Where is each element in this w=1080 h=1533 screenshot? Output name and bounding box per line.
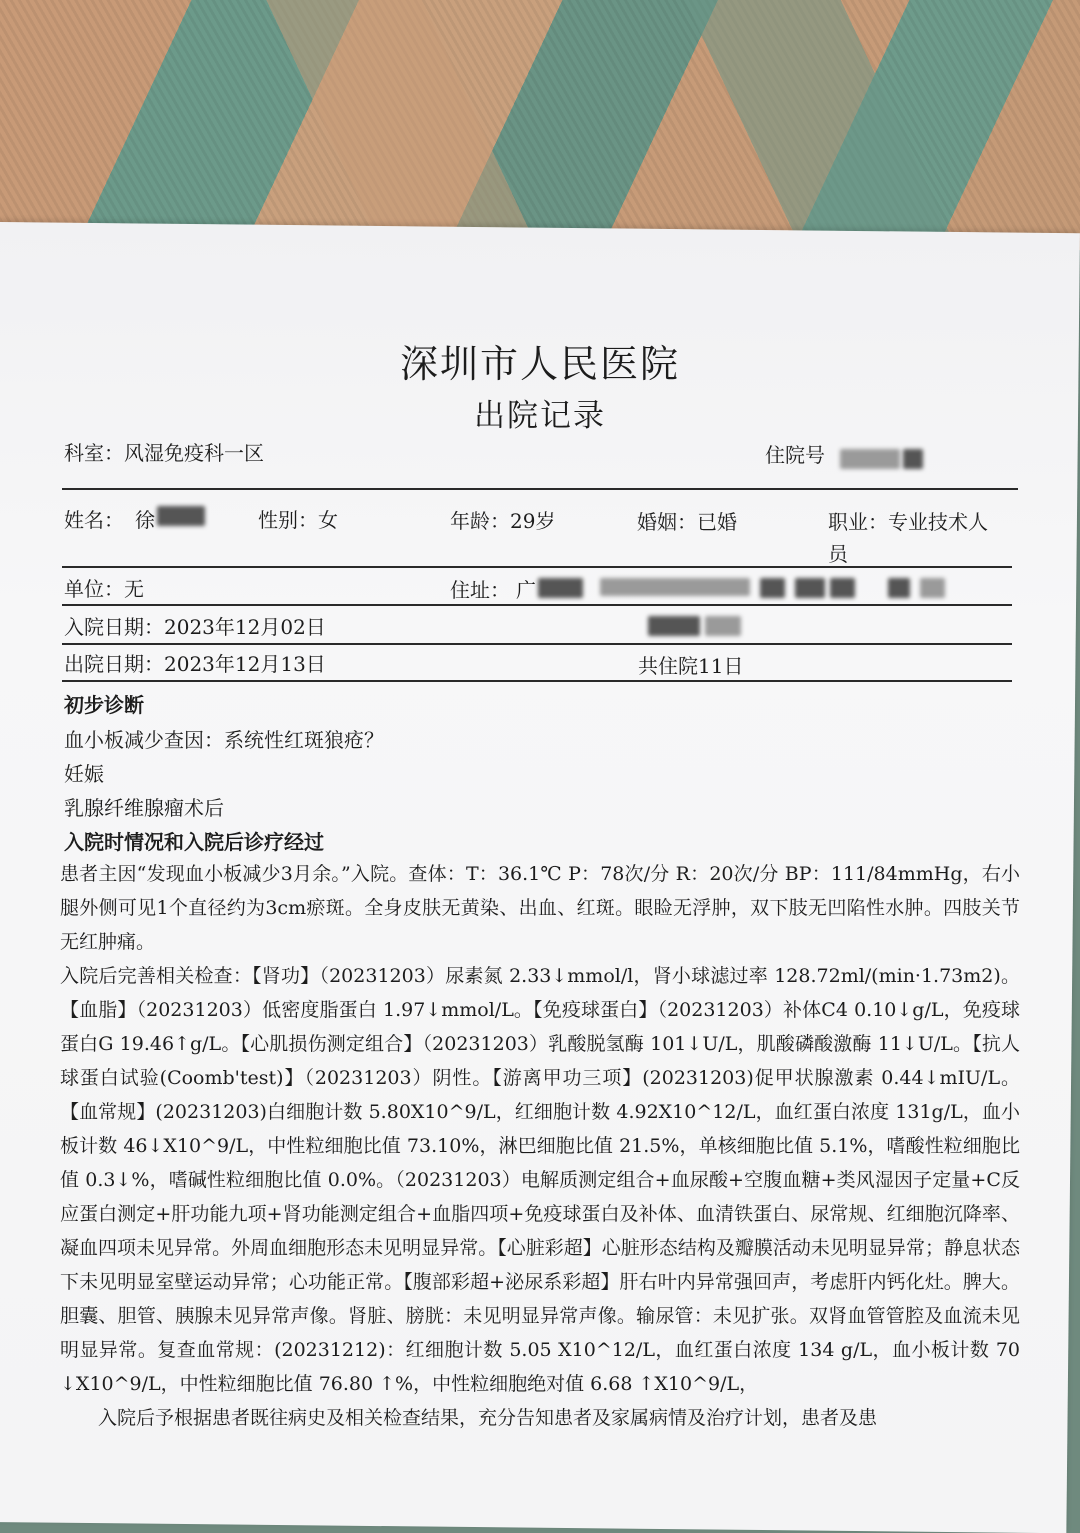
course-body bbox=[60, 857, 1020, 1435]
redacted-admission-no bbox=[840, 449, 900, 469]
redacted-address-1 bbox=[538, 578, 583, 598]
divider-line bbox=[62, 680, 1012, 682]
redacted-name bbox=[157, 506, 205, 526]
divider-line bbox=[62, 604, 1012, 606]
divider-line bbox=[62, 566, 1012, 568]
gender: 性别：女 bbox=[258, 508, 338, 532]
lab-results-paragraph: 入院后完善相关检查：【肾功】（20231203）尿素氮 2.33↓mmol/l，肾小球滤过率 128.72ml/(min·1.73m2)。【血脂】（20231203）低密度脂蛋白 1.97↓mmol/L。【免疫球蛋白】（20231203）补体C4 0.10↓g/L，免疫球蛋白G 19.46↑g/L。【心肌损伤测定组合】（20231203）乳酸脱氢酶 101↓U/L，肌酸磷酸激酶 11↓U/L。【抗人球蛋白试验(Coomb'test)】（20231203）阴性。【游离甲功三项】(20231203)促甲状腺激素 0.44↓mIU/L。【血常规】(20231203)白细胞计数 5.80X10^9/L，红细胞计数 4.92X10^12/L，血红蛋白浓度 131g/L，血小板计数 46↓X10^9/L，中性粒细胞比值 73.10%，淋巴细胞比值 21.5%，单核细胞比值 5.1%，嗜酸性粒细胞比值 0.3↓%，嗜碱性粒细胞比值 0.0%。（20231203）电解质测定组合+血尿酸+空腹血糖+类风湿因子定量+C反应蛋白测定+肝功能九项+肾功能测定组合+血脂四项+免疫球蛋白及补体、血清铁蛋白、尿常规、红细胞沉降率、凝血四项未见异常。外周血细胞形态未见明显异常。【心脏彩超】心脏形态结构及瓣膜活动未见明显异常；静息状态下未见明显室壁运动异常；心功能正常。【腹部彩超+泌尿系彩超】肝右叶内异常强回声，考虑肝内钙化灶。脾大。胆囊、胆管、胰腺未见异常声像。肾脏、膀胱：未见明显异常声像。输尿管：未见扩张。双肾血管管腔及血流未见明显异常。复查血常规：(20231212)：红细胞计数 5.05 X10^12/L，血红蛋白浓度 134 g/L，血小板计数 70 ↓X10^9/L，中性粒细胞比值 76.80 ↑%，中性粒细胞绝对值 6.68 ↑X10^9/L， bbox=[60, 965, 1020, 1395]
diagnosis-item: 乳腺纤维腺瘤术后 bbox=[64, 796, 224, 820]
redacted-address-3 bbox=[760, 578, 785, 598]
stay-days: 共住院11日 bbox=[638, 654, 744, 678]
redacted-address-6 bbox=[888, 578, 910, 598]
diagnosis-item: 妊娠 bbox=[64, 762, 104, 786]
redacted-address-7 bbox=[920, 578, 945, 598]
name-label: 姓名： bbox=[64, 508, 124, 532]
admission-no-label: 住院号 bbox=[765, 443, 825, 467]
diagnosis-heading: 初步诊断 bbox=[64, 693, 144, 717]
occupation-line2: 员 bbox=[828, 542, 848, 566]
redacted-address-2 bbox=[600, 578, 750, 596]
marriage: 婚姻：已婚 bbox=[637, 510, 737, 534]
redacted-admission-no-end bbox=[903, 449, 923, 469]
treatment-paragraph: 入院后予根据患者既往病史及相关检查结果，充分告知患者及家属病情及治疗计划，患者及患 bbox=[98, 1407, 878, 1429]
record-title: 出院记录 bbox=[474, 398, 606, 434]
address-label: 住址： bbox=[450, 578, 510, 602]
discharge-date: 出院日期：2023年12月13日 bbox=[64, 652, 326, 676]
employer: 单位：无 bbox=[64, 577, 144, 601]
address-visible-char: 广 bbox=[516, 578, 536, 602]
department: 科室：风湿免疫科一区 bbox=[64, 441, 264, 465]
diagnosis-item: 血小板减少查因：系统性红斑狼疮？ bbox=[64, 728, 384, 752]
redacted-address-cont-2 bbox=[705, 616, 741, 636]
occupation-line1: 职业：专业技术人 bbox=[828, 510, 988, 534]
physical-exam-paragraph: 患者主因“发现血小板减少3月余。”入院。查体：T：36.1℃ P：78次/分 R：20次/分 BP：111/84mmHg，右小腿外侧可见1个直径约为3cm瘀斑。全身皮肤无黄染、出血、红斑。眼睑无浮肿，双下肢无凹陷性水肿。四肢关节无红肿痛。 bbox=[60, 863, 1020, 953]
redacted-address-5 bbox=[830, 578, 855, 598]
divider-line bbox=[62, 488, 1018, 490]
admission-date: 入院日期：2023年12月02日 bbox=[64, 615, 326, 639]
name-visible-char: 徐 bbox=[135, 508, 155, 532]
course-heading: 入院时情况和入院后诊疗经过 bbox=[64, 830, 324, 854]
redacted-address-cont bbox=[648, 616, 700, 636]
age: 年龄：29岁 bbox=[450, 509, 556, 533]
hospital-name: 深圳市人民医院 bbox=[399, 342, 680, 386]
divider-line bbox=[62, 643, 1012, 645]
redacted-address-4 bbox=[795, 578, 825, 598]
